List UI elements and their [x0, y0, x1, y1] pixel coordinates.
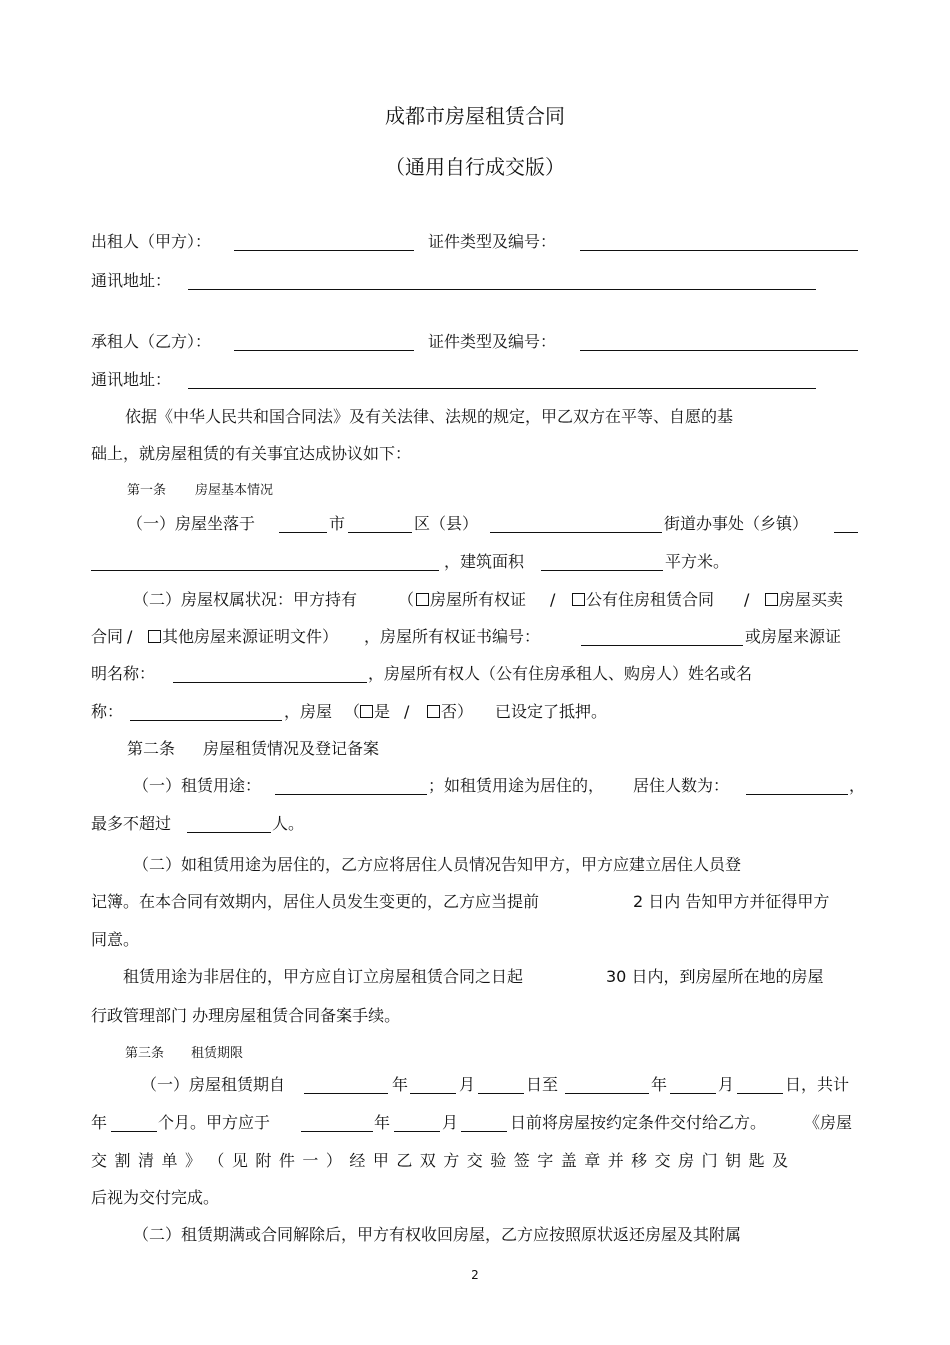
public-lease-option[interactable] [572, 590, 714, 610]
start-month-blank[interactable] [410, 1093, 456, 1094]
lessor-name-blank[interactable] [234, 250, 414, 251]
art1-p2-j: 明名称： [91, 664, 156, 683]
city-blank[interactable] [279, 532, 327, 533]
lessee-address-row [0, 370, 950, 394]
district-blank[interactable] [348, 532, 412, 533]
art3-p1-line1 [0, 1075, 950, 1099]
art3-p1-line3: 交 割 清 单 》 （ 见 附 件 一 ） 经 甲 乙 双 方 交 验 签 字 盖 章 并 移 交 房 门 钥 匙 及 [91, 1151, 790, 1170]
art2-p1-a: （一）租赁用途： [133, 776, 262, 795]
art2-p1-c: 居住人数为： [633, 776, 730, 795]
page-subtitle: （通用自行成交版） [385, 155, 565, 179]
max-residents-blank[interactable] [187, 832, 271, 833]
art2-p2-line3: 同意。 [91, 930, 140, 949]
art2-p1-b: ；如租赁用途为居住的， [428, 776, 605, 795]
checkbox-icon[interactable] [360, 705, 373, 718]
street-blank[interactable] [490, 532, 662, 533]
slash-4: / [404, 702, 410, 721]
art3-p1-year-end: 年 [651, 1075, 668, 1094]
art3-p1-day-total: 日，共计 [785, 1075, 850, 1094]
lessee-name-blank[interactable] [234, 350, 414, 351]
art2-p3-line2: 行政管理部门 办理房屋租赁合同备案手续。 [91, 1006, 401, 1025]
slash-2: / [744, 590, 750, 609]
art2-p1-f: 人。 [272, 814, 305, 833]
art3-p1-year2: 年 [91, 1113, 108, 1132]
article-1-title: 房屋基本情况 [195, 483, 274, 498]
address-detail-blank-1[interactable] [834, 532, 858, 533]
art3-p1-line4: 后视为交付完成。 [91, 1188, 220, 1207]
doc-name-blank[interactable] [173, 682, 367, 683]
art3-p1-list: 《房屋 [804, 1113, 853, 1132]
art3-p1-year3: 年 [374, 1113, 391, 1132]
article-3-number: 第三条 [125, 1046, 165, 1061]
art2-p1-d: ， [849, 776, 866, 795]
art1-p1-line2 [0, 552, 950, 576]
art1-p2-line1 [0, 590, 950, 614]
art2-p1-e: 最多不超过 [91, 814, 172, 833]
checkbox-icon[interactable] [572, 593, 585, 606]
lessor-id-blank[interactable] [580, 250, 858, 251]
art1-p1-f: 平方米。 [665, 552, 730, 571]
preamble-line-2: 础上，就房屋租赁的有关事宜达成协议如下： [91, 444, 412, 463]
art3-p1-line2 [0, 1113, 950, 1137]
art1-p1-a: （一）房屋坐落于 [127, 514, 256, 533]
art3-p1-day-to: 日至 [526, 1075, 559, 1094]
art1-p2-l: 称： [91, 702, 124, 721]
ownership-cert-label: 房屋所有权证 [430, 590, 527, 609]
handover-day-blank[interactable] [461, 1131, 507, 1132]
other-doc-label: 其他房屋来源证明文件） [162, 627, 339, 646]
end-month-blank[interactable] [670, 1093, 716, 1094]
purchase-contract-label: 房屋买卖 [779, 590, 844, 609]
start-day-blank[interactable] [478, 1093, 524, 1094]
art2-p2-line2a: 记簿。在本合同有效期内，居住人员发生变更的，乙方应当提前 [91, 892, 540, 911]
lessee-row [0, 332, 950, 356]
art3-p2: （二）租赁期满或合同解除后，甲方有权收回房屋，乙方应按照原状返还房屋及其附属 [133, 1225, 742, 1244]
article-1-heading [0, 481, 950, 505]
art2-p2-line2b: 2 日内 告知甲方并征得甲方 [633, 892, 830, 911]
art2-p1-line1 [0, 776, 950, 800]
art1-p2-b: （ [398, 590, 415, 609]
lessee-address-label: 通讯地址： [91, 370, 172, 389]
public-lease-label: 公有住房租赁合同 [586, 590, 715, 609]
start-year-blank[interactable] [304, 1093, 388, 1094]
lessee-id-blank[interactable] [580, 350, 858, 351]
area-blank[interactable] [541, 570, 663, 571]
lessee-address-blank[interactable] [188, 388, 816, 389]
art2-p1-line2 [0, 814, 950, 838]
art1-p1-b: 市 [329, 514, 346, 533]
article-2-title: 房屋租赁情况及登记备案 [203, 739, 380, 758]
address-detail-blank-2[interactable] [91, 570, 439, 571]
lessee-id-label: 证件类型及编号： [428, 332, 557, 351]
mortgage-yes-option[interactable] [360, 702, 390, 722]
art1-p2-f: 合同 [91, 627, 124, 646]
cert-number-blank[interactable] [581, 645, 743, 646]
article-2-heading [0, 739, 950, 763]
ownership-cert-option[interactable] [416, 590, 526, 610]
mortgage-no-option[interactable] [427, 702, 473, 722]
art1-p2-a: （二）房屋权属状况：甲方持有 [133, 590, 358, 609]
art2-p3-line1b: 30 日内，到房屋所在地的房屋 [606, 967, 824, 986]
checkbox-icon[interactable] [416, 593, 429, 606]
article-3-title: 租赁期限 [191, 1046, 244, 1061]
art3-p1-year: 年 [392, 1075, 409, 1094]
art1-p1-e: ，建筑面积 [444, 552, 525, 571]
art2-p3-line1a: 租赁用途为非居住的，甲方应自订立房屋租赁合同之日起 [123, 967, 524, 986]
art3-p1-month: 月 [459, 1075, 476, 1094]
art1-p1-d: 街道办事处（乡镇） [664, 514, 809, 533]
lessor-row [0, 232, 950, 256]
owner-name-blank[interactable] [130, 720, 282, 721]
checkbox-icon[interactable] [765, 593, 778, 606]
page-number: 2 [471, 1268, 479, 1282]
preamble-line-1: 依据《中华人民共和国合同法》及有关法律、法规的规定，甲乙双方在平等、自愿的基 [125, 407, 734, 426]
article-2-number: 第二条 [127, 739, 176, 758]
page-title: 成都市房屋租赁合同 [385, 104, 565, 128]
lessor-label: 出租人（甲方）： [91, 232, 212, 251]
end-year-blank[interactable] [565, 1093, 649, 1094]
art1-p2-m: ，房屋 [284, 702, 333, 721]
checkbox-icon[interactable] [148, 630, 161, 643]
handover-month-blank[interactable] [394, 1131, 440, 1132]
slash-1: / [550, 590, 556, 609]
use-blank[interactable] [275, 794, 427, 795]
end-day-blank[interactable] [737, 1093, 783, 1094]
mortgage-yes-label: 是 [374, 702, 391, 721]
checkbox-icon[interactable] [427, 705, 440, 718]
other-doc-option[interactable] [148, 627, 338, 647]
art1-p2-line2 [0, 627, 950, 651]
art1-p2-line4 [0, 702, 950, 726]
art1-p2-line3 [0, 664, 950, 688]
lessor-address-row [0, 271, 950, 295]
article-1-number: 第一条 [127, 483, 167, 498]
art1-p2-h: ，房屋所有权证书编号： [364, 627, 541, 646]
lessor-address-blank[interactable] [188, 289, 816, 290]
art1-p1-line1 [0, 514, 950, 538]
art2-p2-line1: （二）如租赁用途为居住的，乙方应将居住人员情况告知甲方，甲方应建立居住人员登 [133, 855, 742, 874]
art1-p2-i: 或房屋来源证 [745, 627, 842, 646]
art1-p2-n: （ [344, 702, 361, 721]
lessor-id-label: 证件类型及编号： [428, 232, 557, 251]
art3-p1-month-end: 月 [718, 1075, 735, 1094]
handover-year-blank[interactable] [301, 1131, 373, 1132]
art3-p1-months: 个月。甲方应于 [158, 1113, 271, 1132]
art3-p1-before: 日前将房屋按约定条件交付给乙方。 [510, 1113, 767, 1132]
mortgage-no-label: 否） [441, 702, 474, 721]
art3-p1-a: （一）房屋租赁期自 [141, 1075, 286, 1094]
purchase-contract-option[interactable] [765, 590, 843, 610]
art1-p2-q: 已设定了抵押。 [495, 702, 608, 721]
lessee-label: 承租人（乙方）： [91, 332, 212, 351]
art3-p1-month3: 月 [442, 1113, 459, 1132]
art1-p1-c: 区（县） [414, 514, 479, 533]
art1-p2-k: ，房屋所有权人（公有住房承租人、购房人）姓名或名 [368, 664, 753, 683]
term-blank[interactable] [111, 1131, 157, 1132]
article-3-heading [0, 1044, 950, 1068]
lessor-address-label: 通讯地址： [91, 271, 172, 290]
residents-blank[interactable] [746, 794, 848, 795]
slash-3: / [127, 627, 133, 646]
